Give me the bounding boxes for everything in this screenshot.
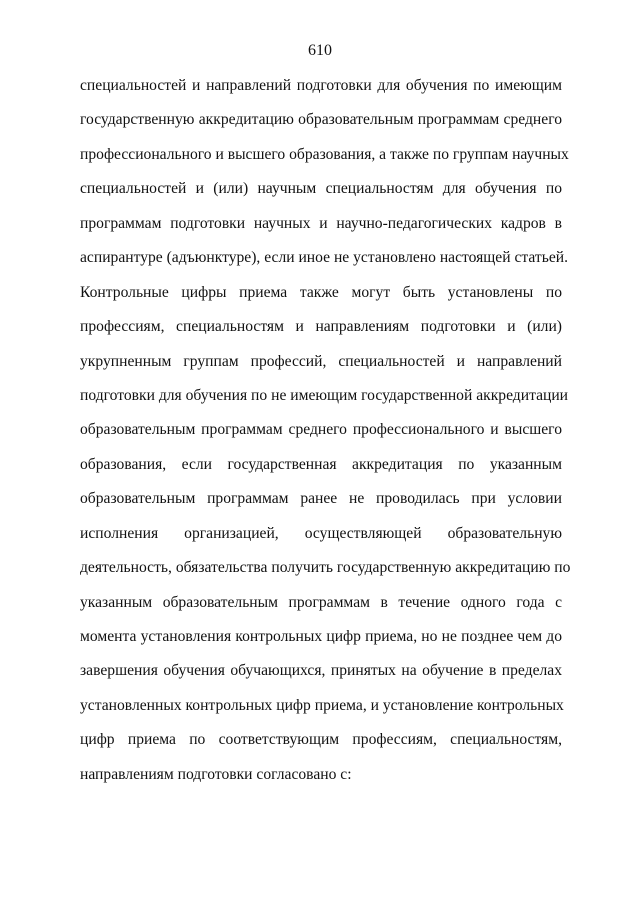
text-line: деятельность, обязательства получить государственную аккредитацию по bbox=[80, 559, 571, 577]
text-line: момента установления контрольных цифр приема, но не позднее чем до bbox=[80, 628, 562, 645]
text-line: специальностей и (или) научным специальностям для обучения по bbox=[80, 180, 562, 198]
text-line: специальностей и направлений подготовки для обучения по имеющим bbox=[80, 77, 562, 94]
text-line: образования, если государственная аккредитация по указанным bbox=[80, 455, 562, 473]
text-line: Контрольные цифры приема также могут быть установлены по bbox=[80, 283, 562, 301]
text-line: указанным образовательным программам в течение одного года с bbox=[80, 593, 562, 611]
text-line: образовательным программам ранее не проводилась при условии bbox=[80, 490, 562, 508]
text-line: образовательным программам среднего профессионального и высшего bbox=[80, 421, 562, 439]
text-line: установленных контрольных цифр приема, и установление контрольных bbox=[80, 696, 564, 714]
body-paragraph bbox=[80, 73, 571, 796]
text-line: профессионального и высшего образования, а также по группам научных bbox=[80, 145, 569, 163]
text-line: завершения обучения обучающихся, принятых на обучение в пределах bbox=[80, 662, 562, 680]
text-line: программам подготовки научных и научно-педагогических кадров в bbox=[80, 214, 562, 232]
text-line: укрупненным группам профессий, специальностей и направлений bbox=[80, 352, 562, 370]
text-line: подготовки для обучения по не имеющим государственной аккредитации bbox=[80, 386, 569, 404]
text-line: исполнения организацией, осуществляющей образовательную bbox=[80, 524, 562, 542]
text-line: цифр приема по соответствующим профессиям, специальностям, bbox=[80, 731, 562, 749]
text-line: профессиям, специальностям и направлениям подготовки и (или) bbox=[80, 318, 562, 336]
page-number: 610 bbox=[308, 42, 332, 59]
text-line: государственную аккредитацию образовательным программам среднего bbox=[80, 111, 562, 129]
text-line: аспирантуре (адъюнктуре), если иное не установлено настоящей статьей. bbox=[80, 249, 568, 267]
text-line: направлениям подготовки согласовано с: bbox=[80, 765, 352, 783]
